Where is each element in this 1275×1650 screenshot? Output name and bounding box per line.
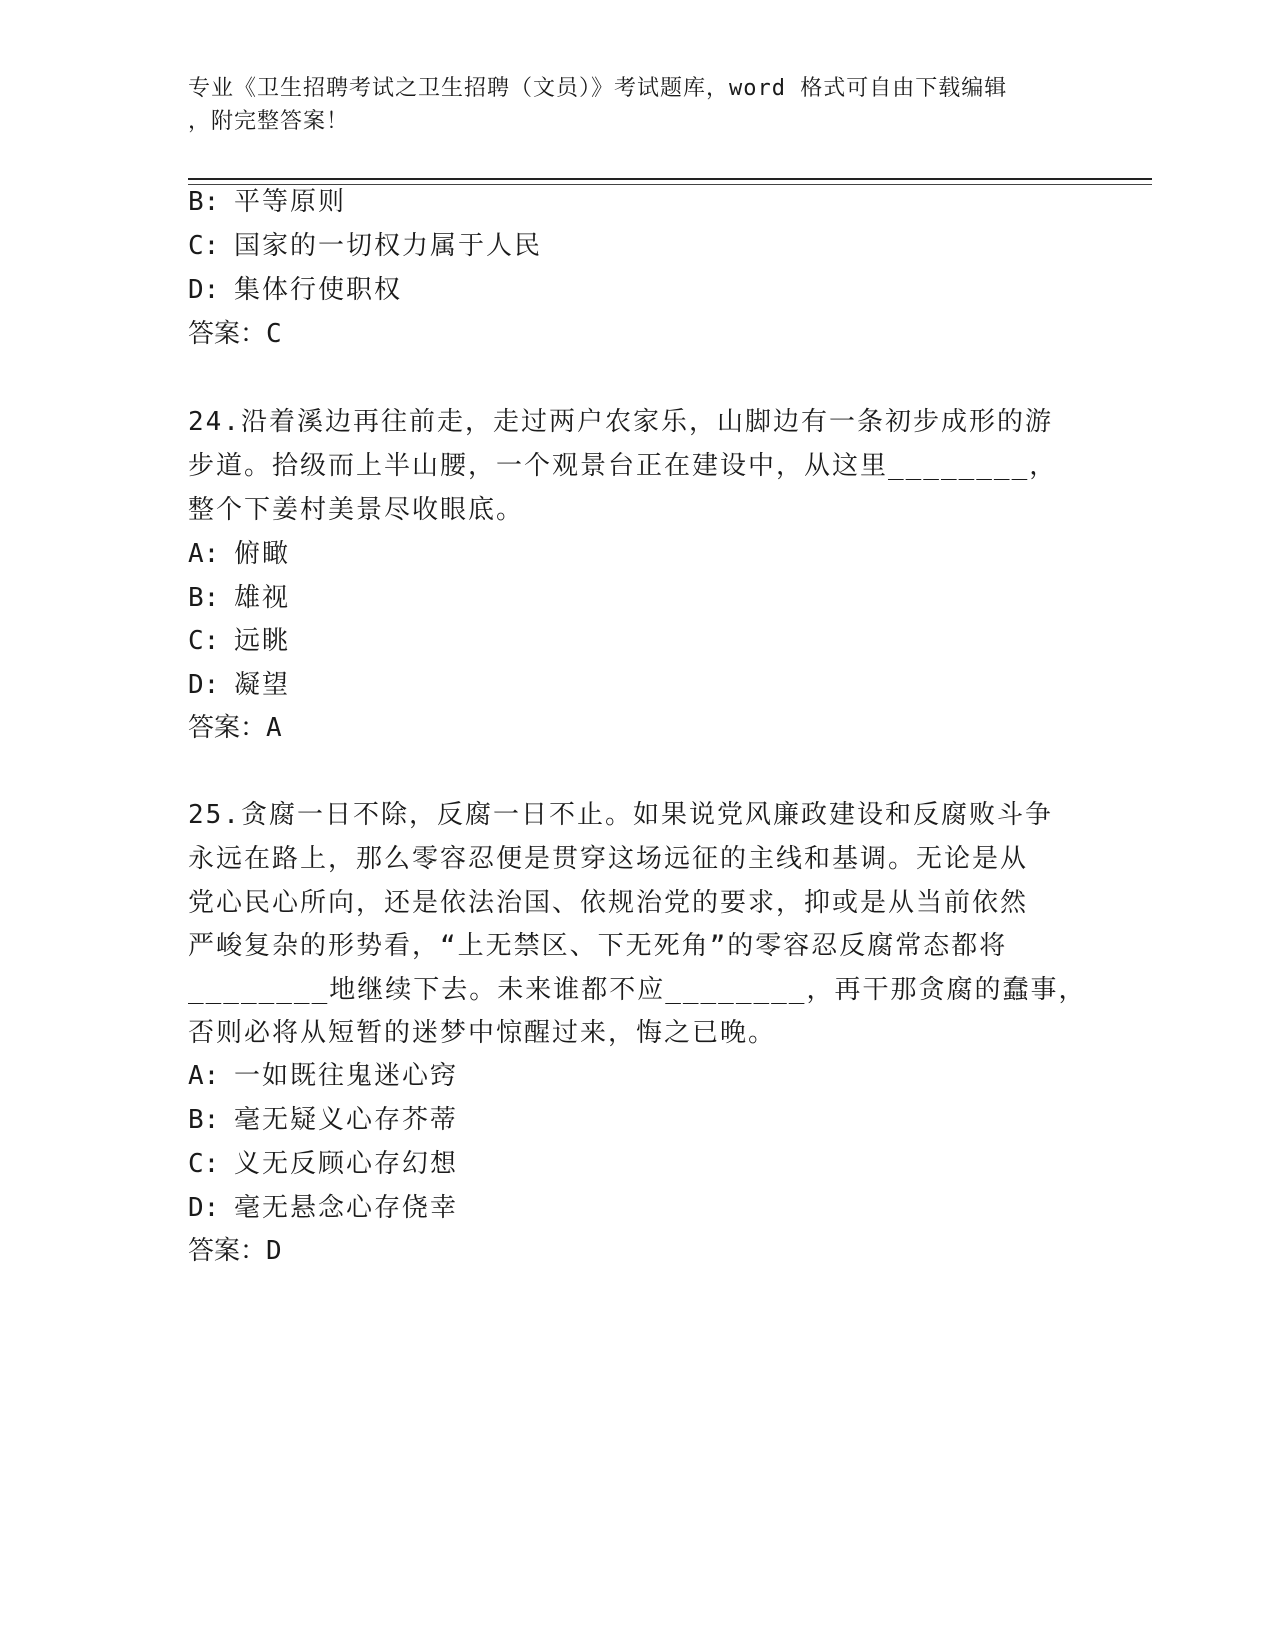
q24-option-a xyxy=(188,537,290,571)
option-key: C: xyxy=(188,231,220,261)
option-text: 远眺 xyxy=(234,626,291,656)
option-text: 平等原则 xyxy=(234,187,347,217)
option-key: B: xyxy=(188,187,220,217)
q25-stem-line-5: ________地继续下去。未来谁都不应________，再干那贪腐的蠢事， xyxy=(188,975,1087,1005)
q25-stem-line-2: 永远在路上，那么零容忍便是贯穿这场远征的主线和基调。无论是从 xyxy=(188,844,1029,874)
option-text: 毫无悬念心存侥幸 xyxy=(234,1193,459,1223)
q25-stem-line-3: 党心民心所向，还是依法治国、依规治党的要求，抑或是从当前依然 xyxy=(188,888,1029,918)
answer-label: 答案： xyxy=(188,319,267,349)
q25-option-b xyxy=(188,1103,458,1137)
option-text: 雄视 xyxy=(234,583,291,613)
q24-stem-line-3: 整个下姜村美景尽收眼底。 xyxy=(188,495,525,525)
option-key: A: xyxy=(188,1061,220,1091)
header-line-1: 专业《卫生招聘考试之卫生招聘（文员）》考试题库，word 格式可自由下载编辑 xyxy=(188,76,1008,101)
option-text: 集体行使职权 xyxy=(234,275,403,305)
header-divider-thick xyxy=(188,178,1152,180)
q24-stem-line-2: 步道。拾级而上半山腰，一个观景台正在建设中，从这里________， xyxy=(188,451,1058,481)
q23-answer xyxy=(188,317,284,351)
answer-value: D xyxy=(266,1236,284,1266)
option-key: D: xyxy=(188,670,220,700)
option-text: 一如既往鬼迷心窍 xyxy=(234,1061,459,1091)
answer-value: C xyxy=(266,319,284,349)
option-key: A: xyxy=(188,539,220,569)
q23-option-d xyxy=(188,273,402,307)
option-text: 义无反顾心存幻想 xyxy=(234,1149,459,1179)
option-key: D: xyxy=(188,1193,220,1223)
q25-option-d xyxy=(188,1191,458,1225)
answer-label: 答案： xyxy=(188,713,267,743)
option-text: 凝望 xyxy=(234,670,291,700)
option-text: 毫无疑义心存芥蒂 xyxy=(234,1105,459,1135)
option-key: B: xyxy=(188,1105,220,1135)
q25-stem-line-6: 否则必将从短暂的迷梦中惊醒过来，悔之已晚。 xyxy=(188,1018,777,1048)
q24-option-b xyxy=(188,581,290,615)
q23-option-b xyxy=(188,185,346,219)
header-line-2: ，附完整答案！ xyxy=(188,109,350,134)
option-key: D: xyxy=(188,275,220,305)
option-key: C: xyxy=(188,626,220,656)
q24-answer xyxy=(188,711,284,745)
q25-stem-line-1: 25.贪腐一日不除，反腐一日不止。如果说党风廉政建设和反腐败斗争 xyxy=(188,800,1053,830)
option-text: 国家的一切权力属于人民 xyxy=(234,231,543,261)
q24-option-d xyxy=(188,668,290,702)
answer-label: 答案： xyxy=(188,1236,267,1266)
option-key: C: xyxy=(188,1149,220,1179)
q25-option-a xyxy=(188,1059,458,1093)
q24-stem-line-1: 24.沿着溪边再往前走，走过两户农家乐，山脚边有一条初步成形的游 xyxy=(188,407,1053,437)
option-text: 俯瞰 xyxy=(234,539,291,569)
q24-option-c xyxy=(188,624,290,658)
document-header xyxy=(188,72,1088,138)
q23-option-c xyxy=(188,229,542,263)
q25-answer xyxy=(188,1234,284,1268)
answer-value: A xyxy=(266,713,284,743)
q25-stem-line-4: 严峻复杂的形势看，“上无禁区、下无死角”的零容忍反腐常态都将 xyxy=(188,931,1008,961)
q25-option-c xyxy=(188,1147,458,1181)
option-key: B: xyxy=(188,583,220,613)
